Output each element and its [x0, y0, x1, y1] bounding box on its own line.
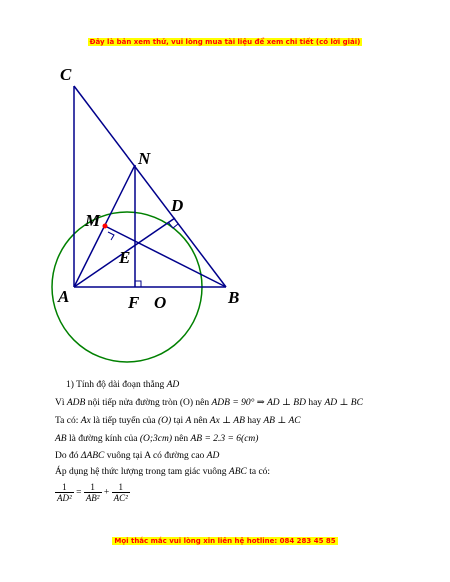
l3-m2: (O;3cm) [139, 434, 173, 444]
text-line-5 [55, 467, 270, 477]
equals-sign: = [76, 487, 82, 498]
l2-m5: AB ⊥ AC [263, 416, 301, 426]
preview-notice-text: Đây là bản xem thử, vui lòng mua tài liệu để xem chi tiết (có lời giải) [89, 38, 361, 46]
geometry-figure [40, 60, 260, 370]
l4-b: vuông tại A có đường cao [106, 451, 205, 461]
text-line-1 [55, 397, 363, 408]
right-angle-f [135, 281, 141, 287]
l2-c: tại [173, 416, 184, 426]
label-c: C [60, 65, 72, 84]
l5-m1: ABC [228, 467, 247, 477]
l4-m2: AD [206, 451, 220, 461]
label-m: M [85, 211, 101, 230]
l3-m1: AB [55, 434, 67, 444]
l2-m1: Ax [80, 416, 91, 426]
heading-line [66, 380, 179, 390]
l1-m1: ADB [66, 398, 86, 408]
label-a: A [58, 287, 70, 306]
fraction-ab-num: 1 [84, 482, 102, 493]
heading-text: 1) Tính độ dài đoạn thẳng [66, 380, 165, 390]
fraction-ab-den: AB² [85, 493, 100, 503]
l2-d: nên [193, 416, 208, 426]
formula-line [55, 482, 130, 503]
l2-m2: (O) [158, 416, 172, 426]
l2-b: là tiếp tuyến của [93, 416, 156, 426]
l1-b: nội tiếp nửa đường tròn (O) nên [87, 398, 210, 408]
l1-m3: AD ⊥ BC [324, 398, 363, 408]
l2-a: Ta có: [55, 416, 79, 426]
right-angle-m [108, 232, 114, 240]
l3-b: nên [174, 434, 189, 444]
label-e: E [119, 248, 131, 267]
heading-math: AD [166, 380, 180, 390]
l2-m3: A [185, 416, 192, 426]
text-line-4 [55, 451, 219, 461]
l2-m4: Ax ⊥ AB [209, 416, 245, 426]
hotline-banner [0, 537, 450, 545]
l1-a: Vì [55, 398, 65, 408]
preview-notice-banner [0, 38, 450, 46]
l1-c: hay [308, 398, 323, 408]
l5-a: Áp dụng hệ thức lượng trong tam giác vuông [55, 467, 227, 477]
segment-cb [74, 86, 226, 287]
fraction-ad [55, 482, 74, 503]
label-f: F [128, 293, 140, 312]
l4-a: Do đó [55, 451, 79, 461]
l1-m2: ADB = 90° ⇒ AD ⊥ BD [211, 398, 306, 408]
label-o: O [154, 293, 167, 312]
l2-e: hay [247, 416, 261, 426]
hotline-text: Mọi thắc mắc vui lòng xin liên hệ hotline: 084 283 45 85 [114, 537, 336, 545]
point-m-dot [103, 224, 108, 229]
fraction-ac-num: 1 [112, 482, 130, 493]
l3-m3: AB = 2.3 = 6(cm) [190, 434, 259, 444]
plus-sign: + [103, 487, 110, 498]
l3-a: là đường kính của [68, 434, 138, 444]
fraction-ac [112, 482, 130, 503]
label-n: N [138, 149, 151, 168]
text-line-3 [55, 434, 258, 444]
label-d: D [171, 196, 184, 215]
fraction-ad-den: AD² [57, 493, 72, 503]
l5-b: ta có: [249, 467, 271, 477]
l4-m1: ΔABC [80, 451, 105, 461]
text-line-2 [55, 415, 301, 426]
fraction-ab [84, 482, 102, 503]
label-b: B [228, 288, 240, 307]
fraction-ad-num: 1 [55, 482, 74, 493]
fraction-ac-den: AC² [113, 493, 128, 503]
